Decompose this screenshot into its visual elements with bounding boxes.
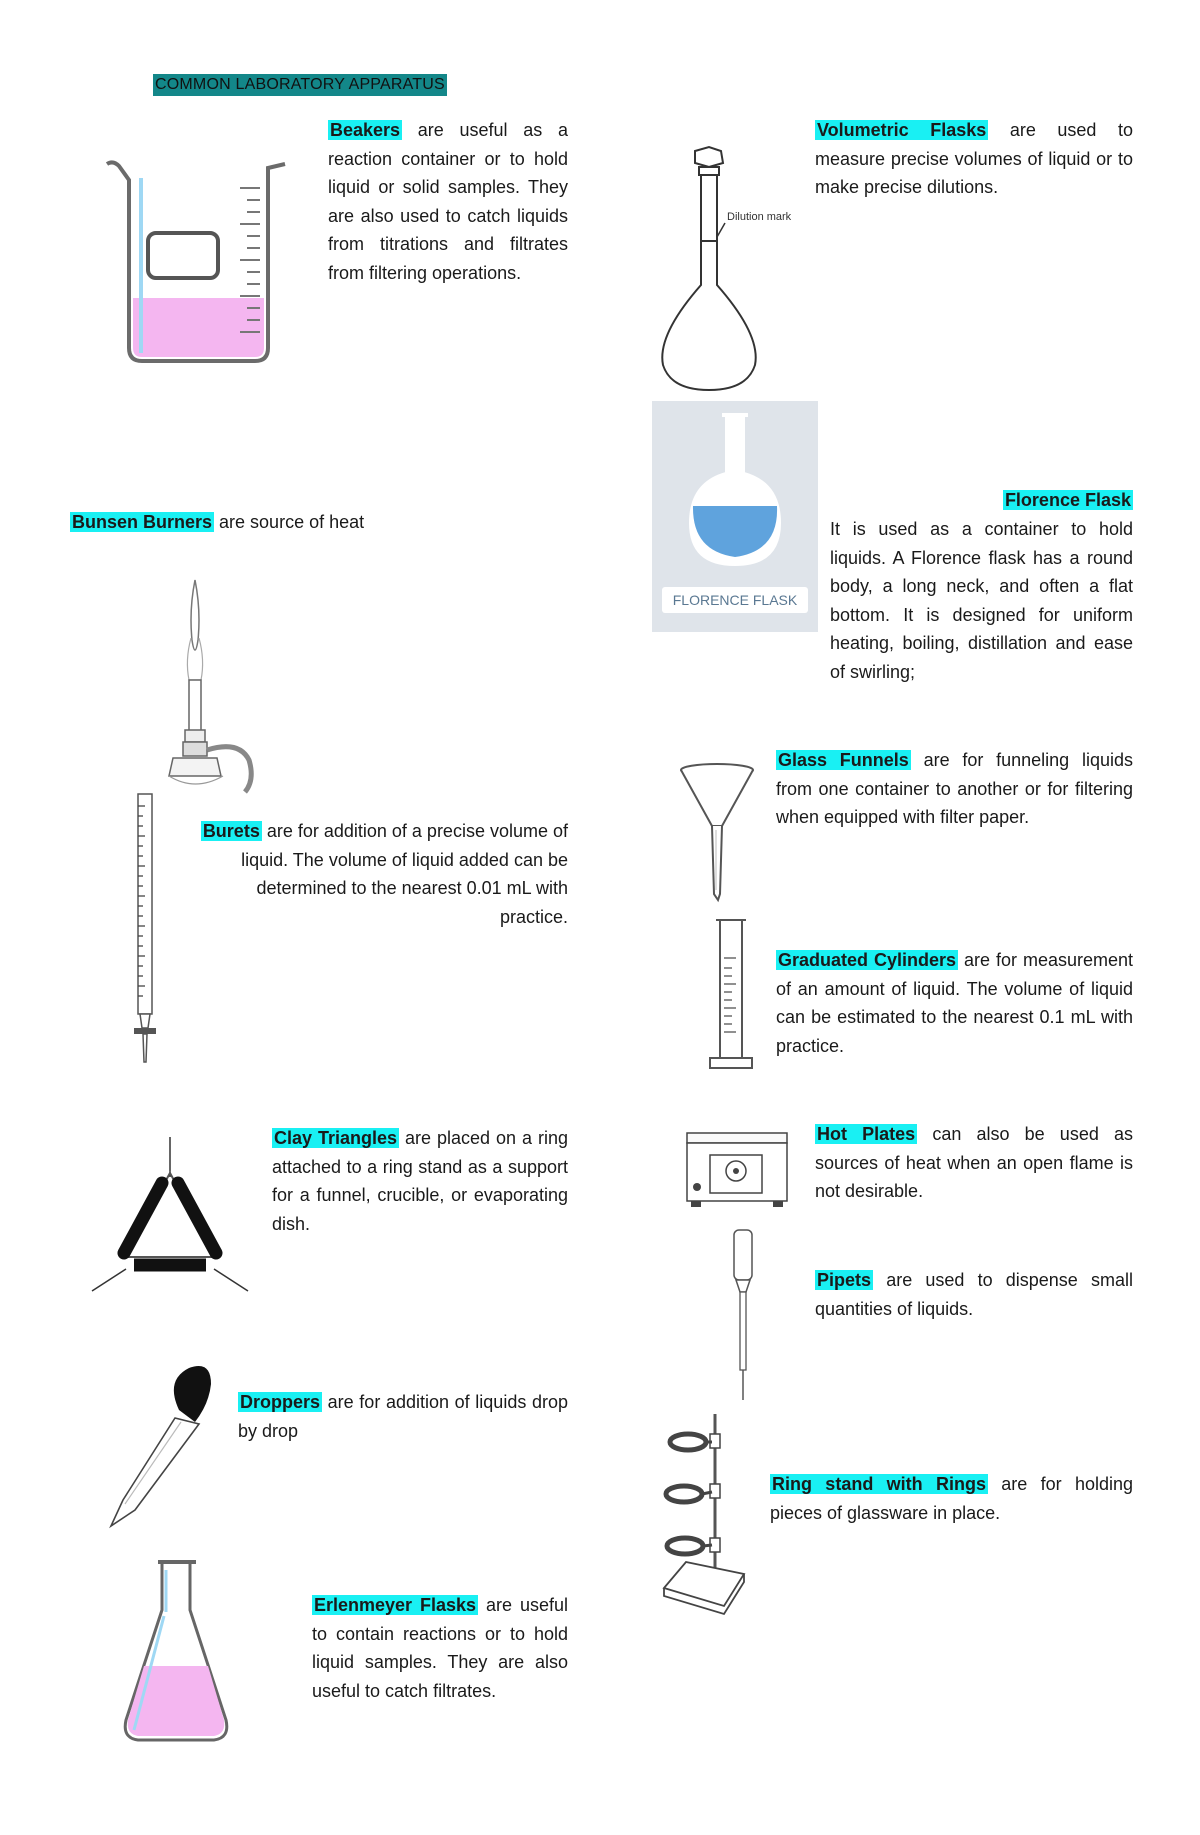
dropper-illustration bbox=[105, 1360, 220, 1530]
ring-stand-illustration bbox=[660, 1412, 760, 1622]
glass-funnel-illustration bbox=[678, 762, 758, 902]
florence-label: Florence Flask bbox=[1004, 490, 1131, 510]
cylinders-description: Graduated Cylinders are for measurement of an amount of liquid. The volume of liquid can be estimated to the nearest 0.1 mL with practice. bbox=[776, 950, 1133, 1056]
florence-heading bbox=[990, 486, 1133, 515]
erlenmeyer-description: Erlenmeyer Flasks are useful to contain reactions or to hold liquid samples. They are also useful to catch filtrates. bbox=[312, 1595, 568, 1701]
hot-plate-illustration bbox=[685, 1131, 790, 1211]
clay-description: Clay Triangles are placed on a ring attached to a ring stand as a support for a funnel, crucible, or evaporating dish. bbox=[272, 1128, 568, 1234]
volumetric-flask-illustration bbox=[655, 145, 805, 395]
cylinders-label: Graduated Cylinders bbox=[778, 950, 957, 970]
erlenmeyer-label: Erlenmeyer Flasks bbox=[314, 1595, 477, 1615]
graduated-cylinder-illustration bbox=[708, 918, 758, 1078]
beaker-illustration bbox=[105, 158, 295, 368]
ringstand-description: Ring stand with Rings are for holding pieces of glassware in place. bbox=[770, 1474, 1133, 1523]
pipets-label: Pipets bbox=[817, 1270, 872, 1290]
bunsen-label: Bunsen Burners bbox=[72, 512, 213, 532]
florence-description: It is used as a container to hold liquids. A Florence flask has a round body, a long neck, and often a flat bottom. It is designed for uniform heating, boiling, distillation and ease of swirling; bbox=[830, 519, 1133, 682]
burets-description: Burets are for addition of a precise volume of liquid. The volume of liquid added can be determined to the nearest 0.01 mL with practice. bbox=[202, 821, 568, 927]
funnels-label: Glass Funnels bbox=[778, 750, 909, 770]
funnels-description: Glass Funnels are for funneling liquids from one container to another or for filtering when equipped with filter paper. bbox=[776, 750, 1133, 827]
pipet-illustration bbox=[728, 1228, 758, 1403]
clay-label: Clay Triangles bbox=[274, 1128, 398, 1148]
volumetric-description: Volumetric Flasks are used to measure precise volumes of liquid or to make precise dilutions. bbox=[815, 120, 1133, 197]
burets-label: Burets bbox=[202, 821, 260, 841]
beakers-label: Beakers bbox=[330, 120, 401, 140]
buret-illustration bbox=[130, 792, 170, 1067]
ringstand-label: Ring stand with Rings bbox=[772, 1474, 986, 1494]
volumetric-label: Volumetric Flasks bbox=[817, 120, 987, 140]
hotplates-description: Hot Plates can also be used as sources of heat when an open flame is not desirable. bbox=[815, 1124, 1133, 1201]
droppers-label: Droppers bbox=[240, 1392, 321, 1412]
erlenmeyer-flask-illustration bbox=[120, 1560, 232, 1745]
beakers-description: Beakers are useful as a reaction container or to hold liquid or solid samples. They are also used to catch liquids from titrations and filtrates from filtering operations. bbox=[328, 120, 568, 283]
pipets-description: Pipets are used to dispense small quantities of liquids. bbox=[815, 1270, 1133, 1319]
dilution-mark-label: Dilution mark bbox=[727, 211, 792, 223]
droppers-description: Droppers are for addition of liquids drop by drop bbox=[238, 1392, 568, 1441]
clay-triangle-illustration bbox=[90, 1135, 250, 1295]
hotplates-label: Hot Plates bbox=[817, 1124, 916, 1144]
page-title: COMMON LABORATORY APPARATUS bbox=[153, 74, 447, 96]
florence-flask-caption: FLORENCE FLASK bbox=[662, 587, 808, 613]
bunsen-description: Bunsen Burners are source of heat bbox=[72, 512, 365, 532]
bunsen-burner-illustration bbox=[165, 580, 265, 810]
